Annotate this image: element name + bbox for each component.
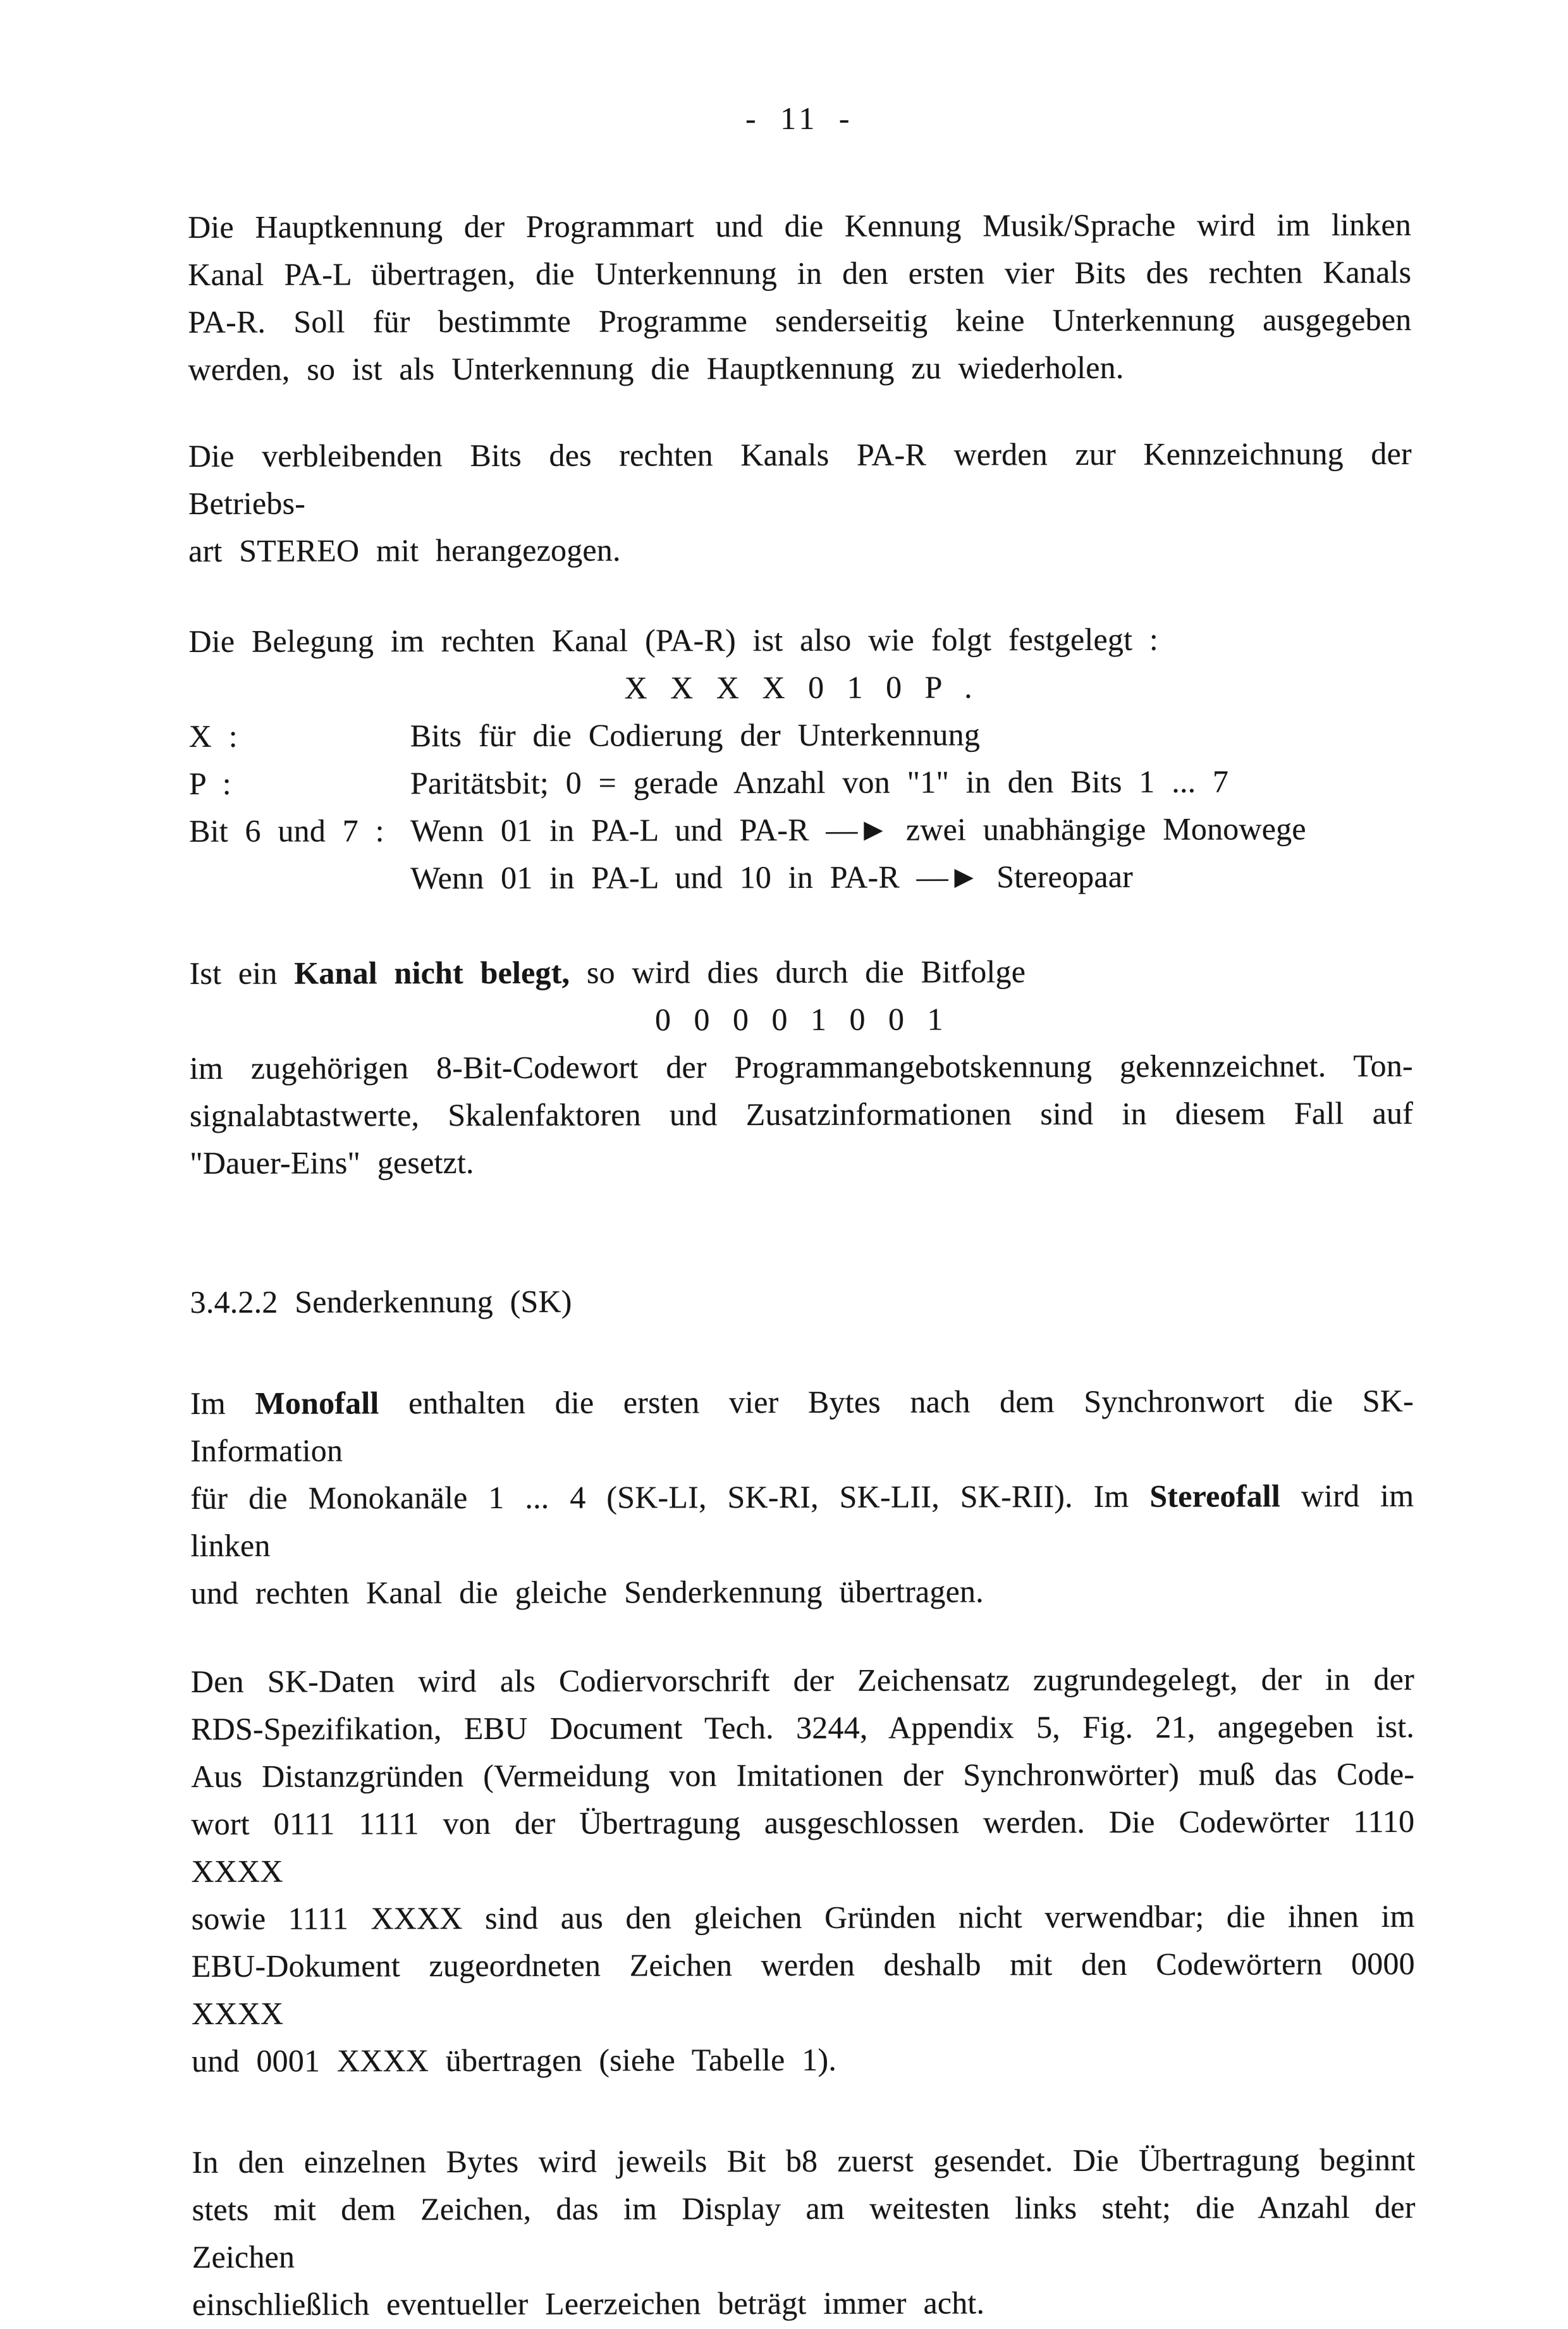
- definition-row-p: [189, 758, 1412, 808]
- text-segment: Ist ein: [189, 955, 295, 991]
- paragraph-hauptkennung: [188, 201, 1412, 393]
- text-line: Die Belegung im rechten Kanal (PA-R) ist also wie folgt festgelegt :: [188, 621, 1159, 659]
- text-line: wort 0111 1111 von der Übertragung ausgeschlossen werden. Die Codewörter 1110 XXXX: [191, 1803, 1415, 1889]
- definition-text: Paritätsbit; 0 = gerade Anzahl von "1" in den Bits 1 ... 7: [410, 763, 1229, 801]
- bit-pattern-pa-r: X X X X 0 1 0 P .: [624, 669, 977, 706]
- text-line: Die verbleibenden Bits des rechten Kanals PA-R werden zur Kennzeichnung der Betriebs-: [188, 435, 1412, 521]
- text-line: und rechten Kanal die gleiche Senderkennung übertragen.: [190, 1573, 984, 1611]
- text-line: RDS-Spezifikation, EBU Document Tech. 3244, Appendix 5, Fig. 21, angegeben ist.: [190, 1708, 1415, 1747]
- definition-row-bit6und7: [189, 805, 1412, 902]
- definition-term: P :: [188, 765, 231, 801]
- paragraph-monofall-stereofall: [190, 1377, 1414, 1617]
- text-line: Aus Distanzgründen (Vermeidung von Imitationen der Synchronwörter) muß das Code-: [191, 1755, 1415, 1794]
- text-segment: Im: [190, 1385, 255, 1421]
- text-line: einschließlich eventueller Leerzeichen beträgt immer acht.: [192, 2285, 985, 2322]
- definition-list: [189, 710, 1413, 902]
- text-segment: für die Monokanäle 1 ... 4 (SK-LI, SK-RI, SK-LII, SK-RII). Im: [190, 1478, 1150, 1516]
- definition-term: X :: [188, 718, 238, 754]
- text-line: Den SK-Daten wird als Codiervorschrift der Zeichensatz zugrundegelegt, der in der: [190, 1661, 1414, 1699]
- section-heading-senderkennung: 3.4.2.2 Senderkennung (SK): [190, 1283, 572, 1320]
- definition-text: Bits für die Codierung der Unterkennung: [410, 716, 981, 754]
- bold-monofall: Monofall: [255, 1385, 379, 1421]
- bit-sequence-unbelegt: 0 0 0 0 1 0 0 1: [654, 1001, 948, 1038]
- text-segment: enthalten die ersten vier Bytes nach dem Synchronwort die SK-Information: [190, 1382, 1414, 1468]
- definition-text: Wenn 01 in PA-L und 10 in PA-R —► Stereopaar: [410, 858, 1134, 896]
- text-line: [190, 1377, 1414, 1475]
- text-line: sowie 1111 XXXX sind aus den gleichen Gründen nicht verwendbar; die ihnen im: [191, 1898, 1415, 1936]
- definition-term: Bit 6 und 7 :: [189, 813, 384, 849]
- text-line: In den einzelnen Bytes wird jeweils Bit b8 zuerst gesendet. Die Übertragung beginnt: [192, 2141, 1416, 2180]
- definition-text: Wenn 01 in PA-L und PA-R —► zwei unabhängige Monowege: [410, 811, 1306, 849]
- paragraph-byte-uebertragung: [192, 2136, 1416, 2328]
- text-line: EBU-Dokument zugeordneten Zeichen werden deshalb mit den Codewörtern 0000 XXXX: [191, 1945, 1415, 2031]
- definition-row-x: [189, 710, 1412, 760]
- text-line: werden, so ist als Unterkennung die Hauptkennung zu wiederholen.: [188, 349, 1124, 387]
- paragraph-belegung: [188, 615, 1412, 713]
- text-line: Die Hauptkennung der Programmart und die Kennung Musik/Sprache wird im linken: [188, 206, 1412, 245]
- text-line: im zugehörigen 8-Bit-Codewort der Programmangebotskennung gekennzeichnet. Ton-: [189, 1047, 1413, 1086]
- text-segment: wird im linken: [190, 1477, 1414, 1563]
- text-line: Kanal PA-L übertragen, die Unterkennung in den ersten vier Bits des rechten Kanals: [188, 254, 1412, 292]
- text-line: stets mit dem Zeichen, das im Display am weitesten links steht; die Anzahl der Zeichen: [192, 2189, 1416, 2275]
- text-line: [189, 947, 1412, 997]
- bold-kanal-nicht-belegt: Kanal nicht belegt,: [294, 954, 570, 991]
- text-line: art STEREO mit herangezogen.: [188, 532, 621, 568]
- bold-stereofall: Stereofall: [1149, 1478, 1281, 1514]
- paragraph-verbleibende-bits: [188, 430, 1412, 575]
- page-number: - 11 -: [745, 100, 854, 137]
- text-line: "Dauer-Eins" gesetzt.: [190, 1145, 474, 1181]
- text-line: und 0001 XXXX übertragen (siehe Tabelle 1).: [192, 2041, 837, 2079]
- text-line: PA-R. Soll für bestimmte Programme senderseitig keine Unterkennung ausgegeben: [188, 301, 1412, 340]
- text-line: [190, 1472, 1414, 1570]
- paragraph-sk-daten: [191, 1656, 1415, 2085]
- text-segment: so wird dies durch die Bitfolge: [570, 954, 1026, 990]
- paragraph-kanal-nicht-belegt: [189, 947, 1413, 1187]
- text-line: signalabtastwerte, Skalenfaktoren und Zusatzinformationen sind in diesem Fall auf: [189, 1095, 1414, 1133]
